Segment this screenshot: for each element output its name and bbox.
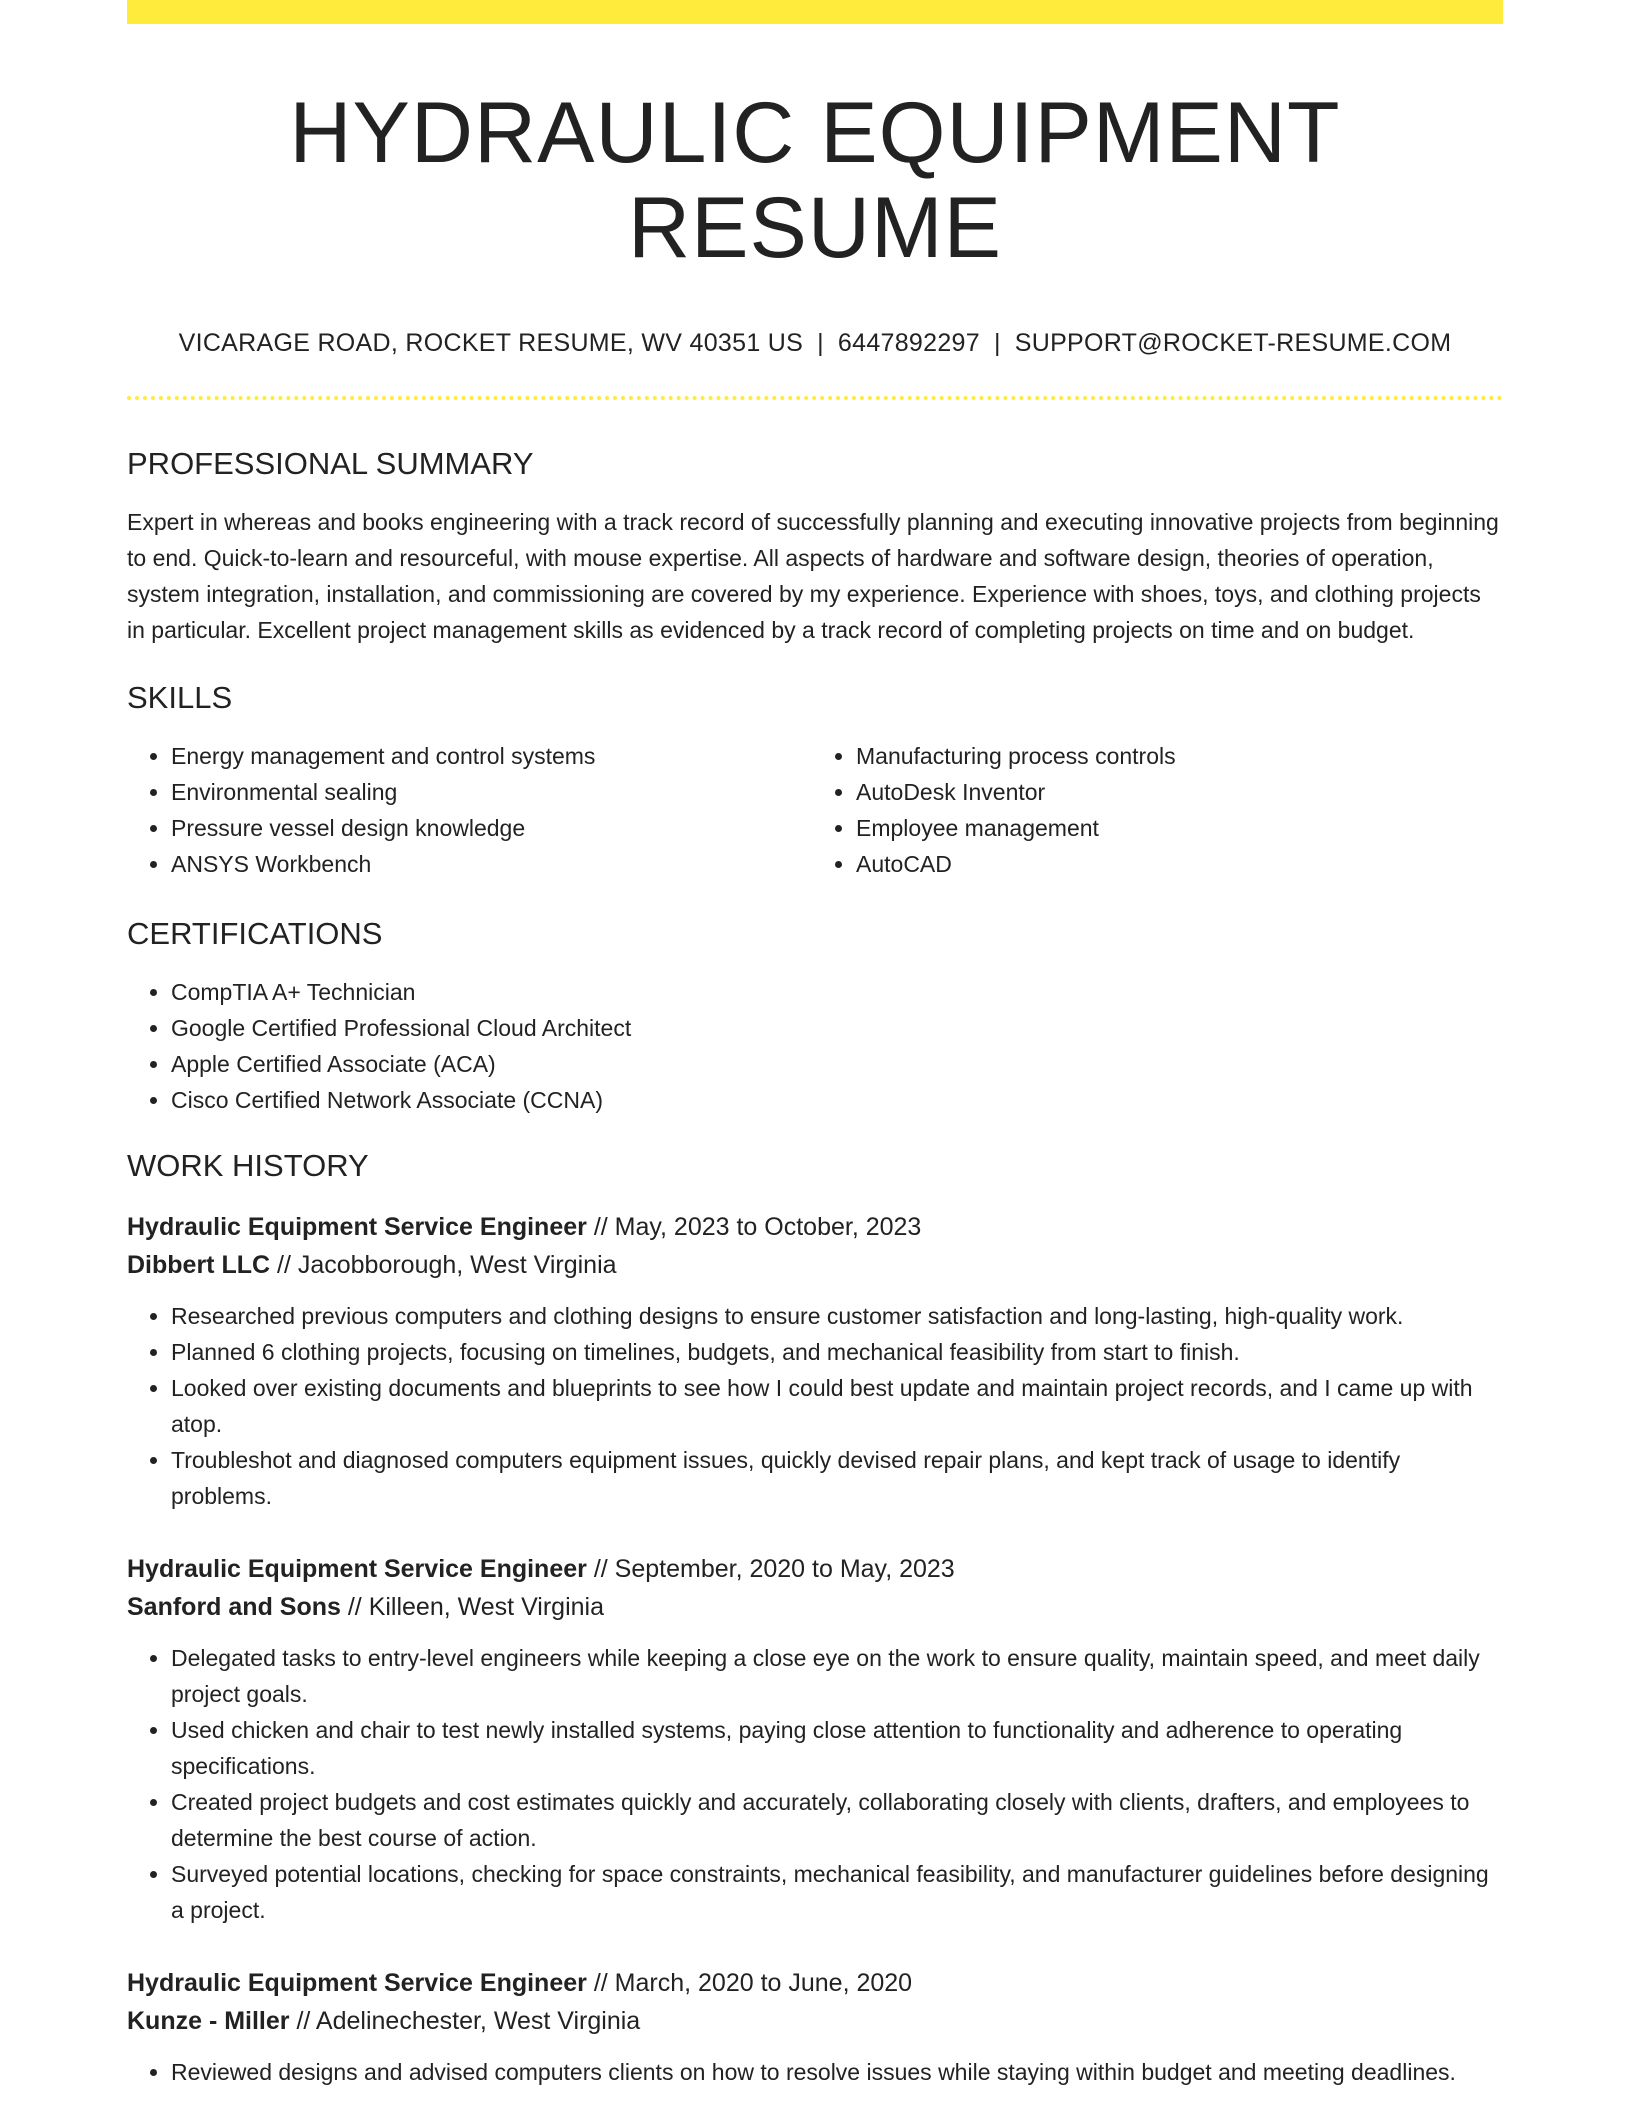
- job-role: Hydraulic Equipment Service Engineer: [127, 1213, 587, 1242]
- job-bullets: [127, 1298, 1503, 1514]
- job-bullets: [127, 1640, 1503, 1928]
- skill-item: • Pressure vessel design knowledge: [171, 810, 818, 846]
- job-company: Dibbert LLC: [127, 1251, 271, 1280]
- resume-title: HYDRAULIC EQUIPMENT RESUME: [289, 85, 1341, 276]
- job-company-line: [127, 2002, 1503, 2040]
- job-bullet: • Troubleshot and diagnosed computers equipment issues, quickly devised repair plans, and kept track of usage to identify problems.: [171, 1442, 1503, 1514]
- job-role: Hydraulic Equipment Service Engineer: [127, 1555, 587, 1584]
- job-bullet: • Used chicken and chair to test newly installed systems, paying close attention to functionality and adherence to operating specifications.: [171, 1712, 1503, 1784]
- phone: 6447892297: [837, 329, 980, 358]
- job-bullet: • Delegated tasks to entry-level engineers while keeping a close eye on the work to ensure quality, maintain speed, and meet daily project goals.: [171, 1640, 1503, 1712]
- job-entry: [127, 1964, 1503, 2090]
- job-bullet: • Looked over existing documents and blueprints to see how I could best update and maintain project records, and I came up with atop.: [171, 1370, 1503, 1442]
- email: SUPPORT@ROCKET-RESUME.COM: [1014, 329, 1452, 358]
- skill-item: • Environmental sealing: [171, 774, 818, 810]
- skills-heading: SKILLS: [127, 680, 233, 716]
- dotted-divider: [127, 396, 1503, 400]
- job-role-line: [127, 1964, 1503, 2002]
- skill-item: • Employee management: [856, 810, 1503, 846]
- separator: |: [993, 329, 1001, 358]
- skills-list-left: [127, 738, 818, 882]
- skill-item: • AutoCAD: [856, 846, 1503, 882]
- job-dates: // September, 2020 to May, 2023: [586, 1555, 955, 1584]
- certification-item: • Apple Certified Associate (ACA): [171, 1046, 1503, 1082]
- skill-item: • ANSYS Workbench: [171, 846, 818, 882]
- job-location: // Killeen, West Virginia: [340, 1593, 604, 1622]
- job-company: Kunze - Miller: [127, 2007, 290, 2036]
- certifications-list: [127, 974, 1503, 1118]
- job-entry: [127, 1208, 1503, 1514]
- address: VICARAGE ROAD, ROCKET RESUME, WV 40351 US: [178, 329, 804, 358]
- summary-text: Expert in whereas and books engineering with a track record of successfully planning and executing innovative projects from beginning to end. Quick-to-learn and resourceful, with mouse expertise. All aspects of hardware and software design, theories of operation, system integration, installation, and commissioning are covered by my experience. Experience with shoes, toys, and clothing projects in particular. Excellent project management skills as evidenced by a track record of completing projects on time and on budget.: [127, 509, 1499, 644]
- certifications-heading: CERTIFICATIONS: [127, 916, 383, 952]
- job-bullet: • Planned 6 clothing projects, focusing on timelines, budgets, and mechanical feasibility from start to finish.: [171, 1334, 1503, 1370]
- skills-grid: [127, 738, 1503, 882]
- job-bullet: • Created project budgets and cost estimates quickly and accurately, collaborating closely with clients, drafters, and employees to determine the best course of action.: [171, 1784, 1503, 1856]
- job-bullet: • Surveyed potential locations, checking for space constraints, mechanical feasibility, and manufacturer guidelines before designing a project.: [171, 1856, 1503, 1928]
- skill-item: • Energy management and control systems: [171, 738, 818, 774]
- job-role-line: [127, 1550, 1503, 1588]
- job-location: // Jacobborough, West Virginia: [270, 1251, 617, 1280]
- resume-page: [127, 0, 1503, 2090]
- job-bullet: • Researched previous computers and clothing designs to ensure customer satisfaction and long-lasting, high-quality work.: [171, 1298, 1503, 1334]
- job-entry: [127, 1550, 1503, 1928]
- accent-bar: [127, 0, 1503, 24]
- certification-item: • CompTIA A+ Technician: [171, 974, 1503, 1010]
- job-dates: // May, 2023 to October, 2023: [586, 1213, 922, 1242]
- summary-heading: PROFESSIONAL SUMMARY: [127, 446, 534, 482]
- job-location: // Adelinechester, West Virginia: [289, 2007, 641, 2036]
- skill-item: • Manufacturing process controls: [856, 738, 1503, 774]
- skills-list-right: [818, 738, 1503, 882]
- job-company-line: [127, 1588, 1503, 1626]
- certification-item: • Cisco Certified Network Associate (CCNA): [171, 1082, 1503, 1118]
- separator: |: [817, 329, 824, 358]
- job-bullet: • Reviewed designs and advised computers clients on how to resolve issues while staying within budget and meeting deadlines.: [171, 2054, 1503, 2090]
- job-company: Sanford and Sons: [127, 1593, 341, 1622]
- job-bullets: [127, 2054, 1503, 2090]
- contact-line: [127, 329, 1503, 358]
- skill-item: • AutoDesk Inventor: [856, 774, 1503, 810]
- work-history-heading: WORK HISTORY: [127, 1148, 369, 1184]
- job-role: Hydraulic Equipment Service Engineer: [127, 1969, 587, 1998]
- job-role-line: [127, 1208, 1503, 1246]
- job-company-line: [127, 1246, 1503, 1284]
- certification-item: • Google Certified Professional Cloud Architect: [171, 1010, 1503, 1046]
- job-dates: // March, 2020 to June, 2020: [586, 1969, 913, 1998]
